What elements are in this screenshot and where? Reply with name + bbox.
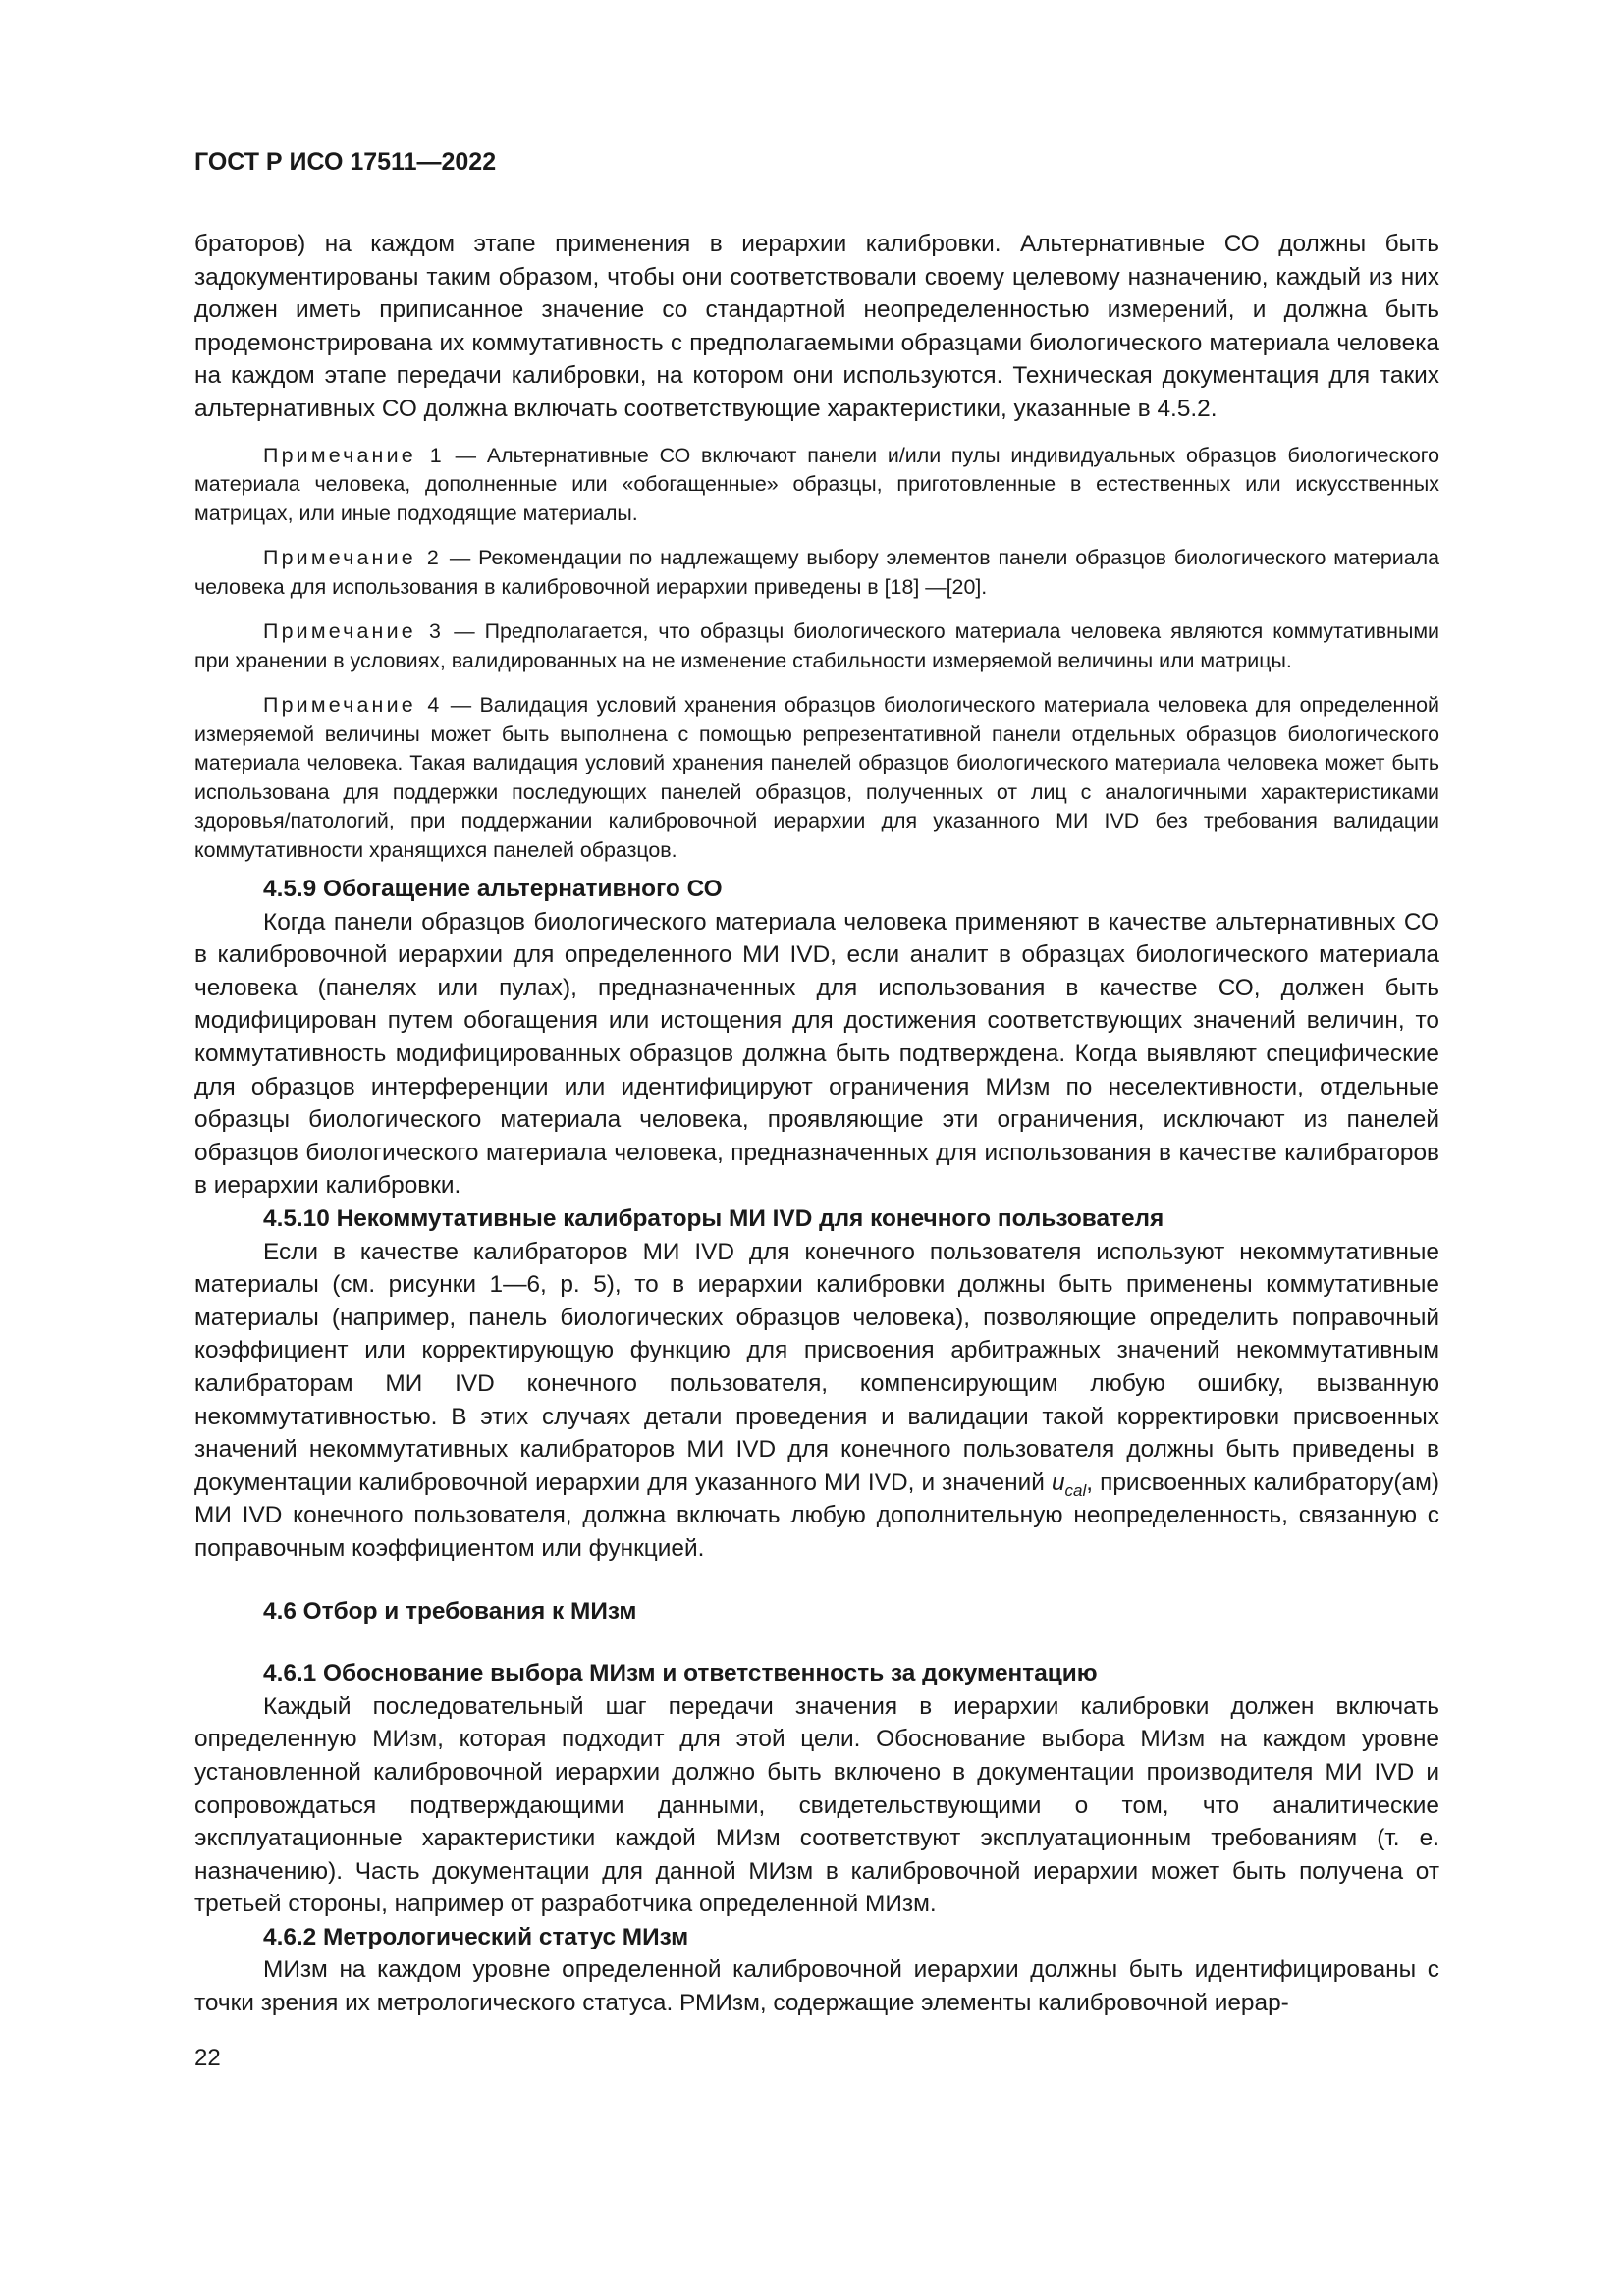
section-4-5-10-text-a: Если в качестве калибраторов МИ IVD для конечного пользователя используют некоммутативные материалы (см. рисунки 1—6, р. 5), то в иерархии калибровки должны быть применены коммутативные материалы (например, панель биологических образцов человека), позволяющие определить поправочный коэффициент или корректирующую функцию для присвоения арбитражных значений некоммутативным калибраторам МИ IVD конечного пользователя, компенсирующим любую ошибку, вызванную некоммутативностью. В этих случаях детали проведения и валидации такой корректировки присвоенных значений некоммутативных калибраторов МИ IVD для конечного пользователя должны быть приведены в документации калибровочной иерархии для указанного МИ IVD, и значений xyxy=(194,1238,1439,1496)
note-label: Примечание 3 xyxy=(263,619,445,644)
note-4 xyxy=(194,691,1439,865)
section-4-5-9-title: 4.5.9 Обогащение альтернативного СО xyxy=(263,876,723,903)
note-text: — Альтернативные СО включают панели и/или пулы индивидуальных образцов биологического материала человека, дополненные или «обогащенные» образцы, приготовленные в естественных или искусственных матрицах, или иные подходящие материалы. xyxy=(194,443,1439,525)
document-page xyxy=(194,147,1439,2020)
note-3 xyxy=(194,617,1439,675)
note-text: — Рекомендации по надлежащему выбору элементов панели образцов биологического материала человека для использования в калибровочной иерархии приведены в [18] —[20]. xyxy=(194,546,1439,599)
document-header: ГОСТ Р ИСО 17511—2022 xyxy=(194,148,497,176)
section-4-5-10-text xyxy=(194,1236,1439,1566)
section-4-6-title: 4.6 Отбор и требования к МИзм xyxy=(263,1597,637,1625)
paragraph-continuation: браторов) на каждом этапе применения в иерархии калибровки. Альтернативные СО должны быть задокументированы таким образом, чтобы они соответствовали своему целевому назначению, каждый из них должен иметь приписанное значение со стандартной неопределенностью измерений, и должна быть продемонстрирована их коммутативность с предполагаемыми образцами биологического материала человека на каждом этапе передачи калибровки, на котором они используются. Техническая документация для таких альтернативных СО должна включать соответствующие характеристики, указанные в 4.5.2. xyxy=(194,231,1439,422)
note-label: Примечание 1 xyxy=(263,443,445,467)
section-4-5-10-text-b: , присвоенных калибратору(ам) МИ IVD конечного пользователя, должна включать любую дополнительную неопределенность, связанную с поправочным коэффициентом или функцией. xyxy=(194,1468,1439,1562)
section-4-5-9-text: Когда панели образцов биологического материала человека применяют в качестве альтернативных СО в калибровочной иерархии для определенного МИ IVD, если аналит в образцах биологического материала человека (панелях или пулах), предназначенных для использования в качестве СО, должен быть модифицирован путем обогащения или истощения для достижения соответствующих значений величин, то коммутативность модифицированных образцов должна быть подтверждена. Когда выявляют специфические для образцов интерференции или идентифицируют ограничения МИзм по неселективности, отдельные образцы биологического материала человека, проявляющие эти ограничения, исключают из панелей образцов биологического материала человека, предназначенных для использования в качестве калибраторов в иерархии калибровки. xyxy=(194,908,1439,1200)
page-number: 22 xyxy=(194,2045,221,2071)
section-4-6-1-text: Каждый последовательный шаг передачи значения в иерархии калибровки должен включать определенную МИзм, которая подходит для этой цели. Обоснование выбора МИзм на каждом уровне установленной калибровочной иерархии должно быть включено в документации производителя МИ IVD и сопровождаться подтверждающими данными, свидетельствующими о том, что аналитические эксплуатационные характеристики каждой МИзм соответствуют эксплуатационным требованиям (т. е. назначению). Часть документации для данной МИзм в калибровочной иерархии может быть получена от третьей стороны, например от разработчика определенной МИзм. xyxy=(194,1692,1439,1918)
u-cal-symbol: $u_{cal}$ xyxy=(1051,1468,1087,1500)
section-4-5-10-title: 4.5.10 Некоммутативные калибраторы МИ IVD для конечного пользователя xyxy=(263,1205,1164,1232)
note-text: — Предполагается, что образцы биологического материала человека являются коммутативными при хранении в условиях, валидированных на не изменение стабильности измеряемой величины или матрицы. xyxy=(194,619,1439,672)
note-2 xyxy=(194,544,1439,602)
note-text: — Валидация условий хранения образцов биологического материала человека для определенной измеряемой величины может быть выполнена с помощью репрезентативной панели отдельных образцов биологического материала человека. Такая валидация условий хранения панелей образцов биологического материала человека может быть использована для поддержки последующих панелей образцов, полученных от лиц с аналогичными характеристиками здоровья/патологий, при поддержании калибровочной иерархии для указанного МИ IVD без требования валидации коммутативности хранящихся панелей образцов. xyxy=(194,693,1439,862)
note-1 xyxy=(194,442,1439,529)
note-label: Примечание 2 xyxy=(263,546,442,570)
note-label: Примечание 4 xyxy=(263,693,443,718)
section-4-6-1-title: 4.6.1 Обоснование выбора МИзм и ответственность за документацию xyxy=(263,1660,1098,1687)
section-4-6-2-text: МИзм на каждом уровне определенной калибровочной иерархии должны быть идентифицированы с точки зрения их метрологического статуса. РМИзм, содержащие элементы калибровочной иерар- xyxy=(194,1956,1439,2017)
section-4-6-2-title: 4.6.2 Метрологический статус МИзм xyxy=(263,1923,689,1950)
